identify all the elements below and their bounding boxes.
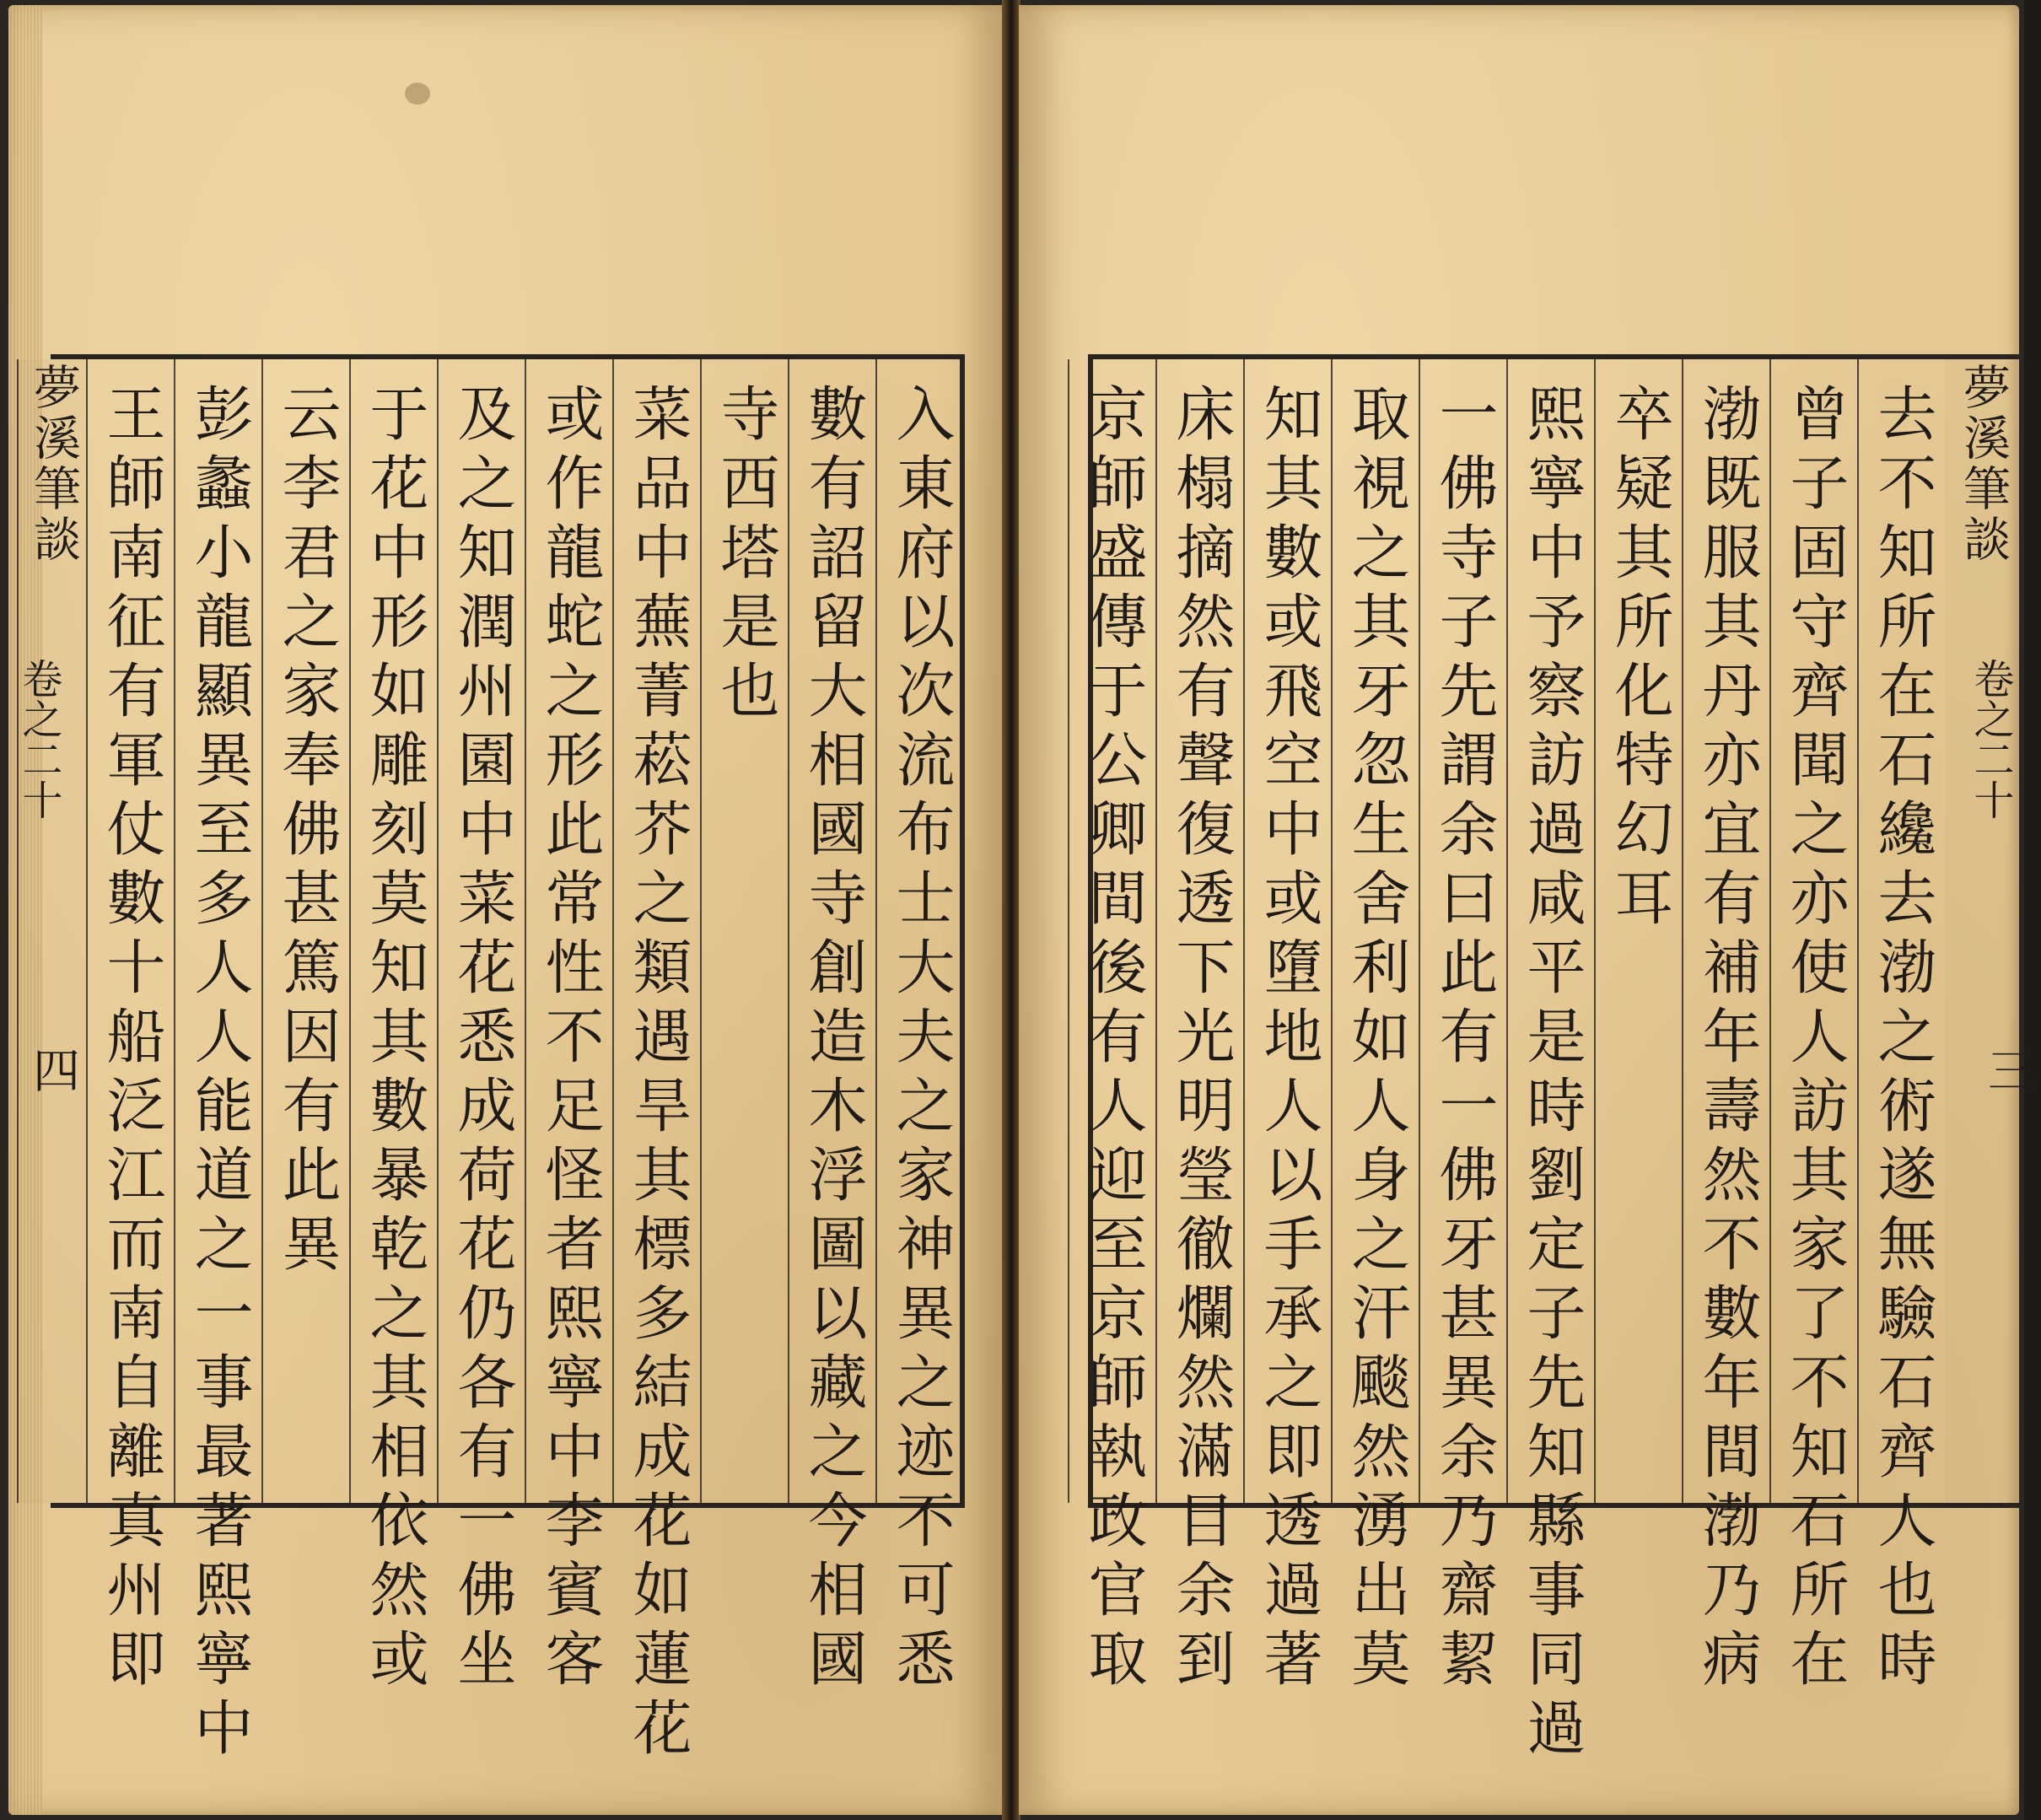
column-text: 入東府以次流布士大夫之家神異之迹不可悉 xyxy=(886,383,956,1697)
folio-number: 三 xyxy=(1980,1046,2035,1093)
ink-stain xyxy=(405,83,430,105)
text-column xyxy=(1682,359,1771,1697)
text-column xyxy=(525,359,614,1697)
text-column xyxy=(349,359,439,1697)
column-text: 床榻摘然有聲復透下光明瑩徹爛然滿目余到 xyxy=(1166,383,1236,1697)
text-column xyxy=(1419,359,1508,1697)
book-title: 夢溪筆談 xyxy=(26,363,81,565)
text-column xyxy=(1594,359,1683,1503)
column-text: 王師南征有軍仗數十船泛江而南自離真州即 xyxy=(97,383,166,1697)
text-column xyxy=(1155,359,1245,1697)
column-text: 云李君之家奉佛甚篤因有此異 xyxy=(272,383,342,1282)
text-column xyxy=(437,359,526,1697)
column-text: 取視之其牙忽生舍利如人身之汗颷然湧出莫 xyxy=(1342,383,1411,1697)
text-column xyxy=(86,359,175,1697)
text-column xyxy=(1769,359,1859,1697)
column-text: 曾子固守齊聞之亦使人訪其家了不知石所在 xyxy=(1780,383,1850,1697)
text-column xyxy=(875,359,965,1697)
column-text: 京師盛傳于公卿間後有人迎至京師執政官取 xyxy=(1079,383,1148,1697)
text-column xyxy=(1857,359,1947,1697)
column-text: 卒疑其所化特幻耳 xyxy=(1605,383,1674,936)
column-text: 寺西塔是也 xyxy=(711,383,780,729)
text-column xyxy=(788,359,877,1697)
column-text: 彭蠡小龍顯異至多人人能道之一事最著熙寧中 xyxy=(185,383,254,1766)
left-center-column xyxy=(17,359,88,1503)
volume-label: 卷之二十 xyxy=(1967,658,2014,820)
column-text: 熙寧中予察訪過咸平是時劉定子先知縣事同過 xyxy=(1517,383,1586,1766)
folio-number: 四 xyxy=(25,1046,80,1093)
text-column xyxy=(1068,359,1157,1697)
text-column xyxy=(261,359,351,1503)
volume-label: 卷之二十 xyxy=(15,658,62,820)
text-column xyxy=(1243,359,1333,1697)
text-column xyxy=(1506,359,1596,1766)
column-text: 及之知潤州園中菜花悉成荷花仍各有一佛坐 xyxy=(448,383,517,1697)
column-text: 一佛寺子先謂余曰此有一佛牙甚異余乃齋絜 xyxy=(1430,383,1499,1697)
book-title: 夢溪筆談 xyxy=(1956,363,2011,565)
text-column xyxy=(174,359,263,1766)
column-text: 菜品中蕪菁菘芥之類遇旱其標多結成花如蓮花 xyxy=(623,383,692,1766)
column-text: 渤既服其丹亦宜有補年壽然不數年間渤乃病 xyxy=(1693,383,1762,1697)
column-text: 于花中形如雕刻莫知其數暴乾之其相依然或 xyxy=(360,383,429,1697)
book-gutter xyxy=(1002,0,1020,1820)
column-text: 去不知所在石纔去渤之術遂無驗石齊人也時 xyxy=(1868,383,1937,1697)
text-column xyxy=(700,359,789,1503)
column-text: 知其數或飛空中或墮地人以手承之即透過著 xyxy=(1254,383,1323,1697)
column-text: 或作龍蛇之形此常性不足怪者熙寧中李賓客 xyxy=(536,383,605,1697)
text-column xyxy=(612,359,702,1766)
right-text-frame xyxy=(1079,354,2021,1766)
column-text: 數有詔留大相國寺創造木浮圖以藏之今相國 xyxy=(799,383,868,1697)
text-column xyxy=(1331,359,1420,1697)
right-center-column xyxy=(1945,359,2021,1503)
